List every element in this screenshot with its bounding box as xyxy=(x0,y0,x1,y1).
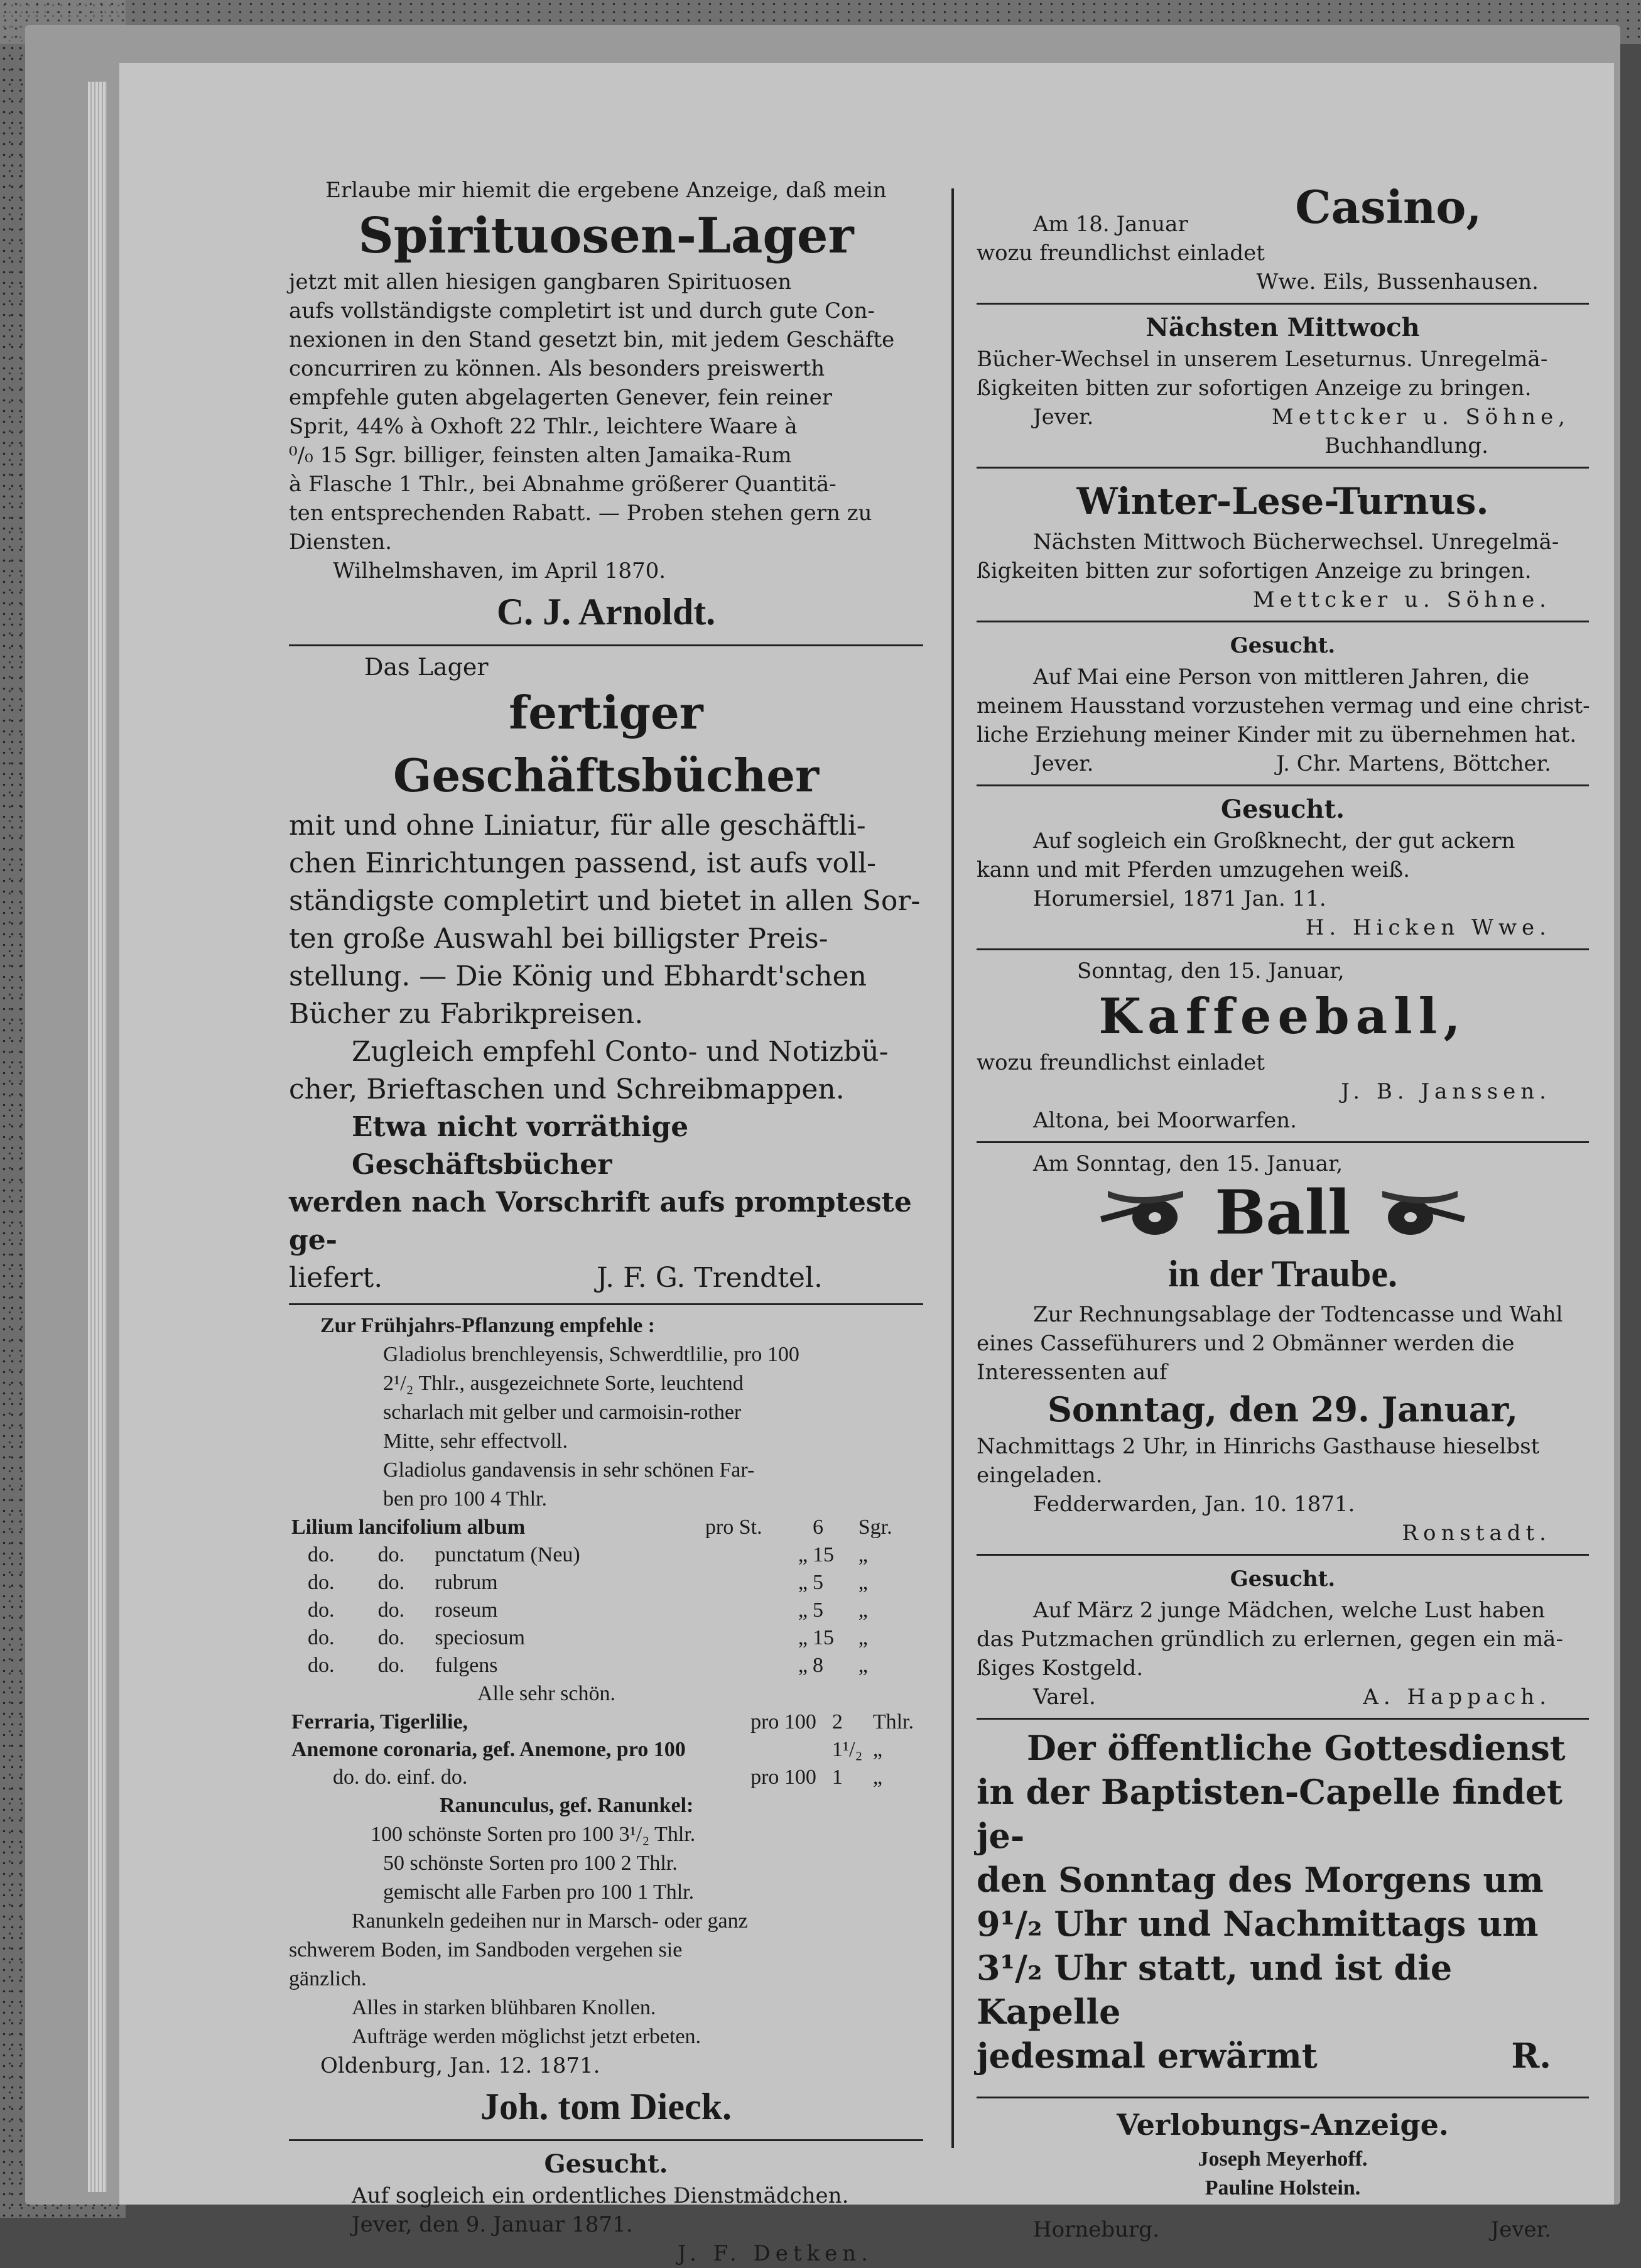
ad-line: Aufträge werden möglichst jetzt erbeten. xyxy=(352,2025,701,2048)
table-cell: „ xyxy=(858,1571,868,1594)
rule xyxy=(977,303,1589,305)
ad-line: ben pro 100 4 Thlr. xyxy=(383,1487,547,1511)
rule xyxy=(289,2139,923,2141)
table-cell: 6 xyxy=(812,1516,823,1539)
ad-place: Altona, bei Moorwarfen. xyxy=(1033,1108,1297,1133)
ad-line: Horumersiel, 1871 Jan. 11. xyxy=(1033,886,1326,911)
ad-winter-lese-turnus xyxy=(977,475,1589,614)
ad-line: das Putzmachen gründlich zu erlernen, gegen ein mä- xyxy=(977,1627,1563,1652)
ad-place: Jever. xyxy=(1490,2217,1551,2242)
ad-mettcker-1 xyxy=(977,311,1589,460)
table-cell: do. do. einf. do. xyxy=(333,1766,468,1789)
table-cell: do. xyxy=(308,1543,335,1566)
ad-title: Spirituosen-Lager xyxy=(358,207,854,264)
rule xyxy=(977,1554,1589,1556)
ad-footer xyxy=(977,403,1589,431)
ad-place: Horneburg. xyxy=(1033,2217,1159,2242)
ad-line: Gladiolus brenchleyensis, Schwerdtlilie, pro 100 xyxy=(383,1343,799,1366)
table-row xyxy=(289,1541,923,1569)
ad-title: Ball xyxy=(1215,1177,1351,1248)
ad-line: jetzt mit allen hiesigen gangbaren Spirituosen xyxy=(289,269,792,295)
table-cell: „ xyxy=(858,1543,868,1566)
table-cell: „ xyxy=(798,1598,808,1622)
ad-line: gänzlich. xyxy=(289,1967,367,1990)
ad-place: Jever. xyxy=(1033,404,1094,430)
table-cell: „ xyxy=(798,1543,808,1566)
table-cell: 5 xyxy=(812,1598,823,1622)
table-cell: do. xyxy=(308,1571,335,1594)
ad-line: Gladiolus gandavensis in sehr schönen Far- xyxy=(383,1458,755,1482)
ad-line: Interessenten auf xyxy=(977,1360,1167,1385)
table-cell: Thlr. xyxy=(872,1710,914,1734)
lilium-price-table xyxy=(289,1514,923,1679)
ad-signature: J. Chr. Martens, Böttcher. xyxy=(1276,751,1551,776)
table-cell: speciosum xyxy=(435,1626,525,1649)
table-cell: rubrum xyxy=(435,1571,498,1594)
table-cell: roseum xyxy=(435,1598,498,1622)
musical-instruments-icon xyxy=(1095,1178,1189,1247)
ad-line: ten entsprechenden Rabatt. — Proben stehen gern zu xyxy=(289,501,872,526)
rule xyxy=(977,1718,1589,1720)
rule xyxy=(977,2097,1589,2098)
ad-line: Bücher zu Fabrikpreisen. xyxy=(289,998,644,1030)
ad-name: Pauline Holstein. xyxy=(1205,2176,1361,2200)
table-cell: pro 100 xyxy=(750,1766,816,1789)
ad-title: Nächsten Mittwoch xyxy=(1145,313,1420,342)
ad-line: gemischt alle Farben pro 100 1 Thlr. xyxy=(383,1880,695,1904)
ad-header xyxy=(977,176,1589,239)
table-cell: „ xyxy=(872,1738,882,1761)
table-cell: Anemone coronaria, gef. Anemone, pro 100 xyxy=(291,1738,686,1761)
table-cell: „ xyxy=(798,1654,808,1677)
ad-line: Alle sehr schön. xyxy=(477,1682,616,1705)
ad-line: ⁰/₀ 15 Sgr. billiger, feinsten alten Jamaika-Rum xyxy=(289,443,792,468)
table-cell: 8 xyxy=(812,1654,823,1677)
ad-title: Gesucht. xyxy=(1220,795,1345,824)
ad-line: kann und mit Pferden umzugehen weiß. xyxy=(977,857,1411,882)
table-cell: „ xyxy=(858,1626,868,1649)
ad-line: nexionen in den Stand gesetzt bin, mit jedem Geschäfte xyxy=(289,327,895,352)
ad-title: Gesucht. xyxy=(1230,1566,1336,1592)
ad-name: Joseph Meyerhoff. xyxy=(1198,2147,1368,2171)
table-cell: do. xyxy=(377,1571,405,1594)
ad-footer xyxy=(977,2034,1589,2078)
ad-line: 9¹/₂ Uhr und Nachmittags um xyxy=(977,1904,1539,1944)
musical-instruments-icon xyxy=(1376,1178,1470,1247)
ad-signature: Mettcker u. Söhne. xyxy=(1252,587,1551,612)
ad-footer xyxy=(977,749,1589,778)
ad-line: Diensten. xyxy=(289,529,393,555)
left-column xyxy=(289,176,923,2268)
table-cell: „ xyxy=(798,1626,808,1649)
ad-signature: R. xyxy=(1511,2036,1551,2076)
ad-ball-traube xyxy=(977,1149,1589,1300)
ad-title: Casino, xyxy=(1295,180,1482,234)
ad-ronstadt xyxy=(977,1300,1589,1548)
ad-kaffeeball xyxy=(977,957,1589,1135)
rule xyxy=(977,621,1589,622)
table-cell: „ xyxy=(858,1654,868,1677)
table-cell: Lilium lancifolium album xyxy=(291,1516,526,1539)
ad-line: wozu freundlichst einladet xyxy=(977,1050,1265,1075)
table-cell: do. xyxy=(377,1654,405,1677)
ad-gottesdienst xyxy=(977,1726,1589,2078)
table-cell: Sgr. xyxy=(858,1516,892,1539)
table-cell: do. xyxy=(377,1626,405,1649)
ad-date: Sonntag, den 29. Januar, xyxy=(1047,1389,1519,1430)
ad-line: Auf sogleich ein ordentliches Dienstmädchen. xyxy=(352,2183,849,2208)
ad-line: ßigkeiten bitten zur sofortigen Anzeige zu bringen. xyxy=(977,376,1532,401)
ad-line: ßiges Kostgeld. xyxy=(977,1656,1144,1681)
ad-signature: J. B. Janssen. xyxy=(1341,1079,1551,1104)
ad-verlobung xyxy=(977,2105,1589,2244)
rule xyxy=(289,644,923,646)
ad-line: Ranunculus, gef. Ranunkel: xyxy=(440,1794,694,1817)
ad-line: 3¹/₂ Uhr statt, und ist die Kapelle xyxy=(977,1948,1453,2032)
ad-signature-2: Buchhandlung. xyxy=(1324,433,1488,458)
ad-signature: Mettcker u. Söhne, xyxy=(1271,404,1570,430)
ad-line: scharlach mit gelber und carmoisin-rother xyxy=(383,1401,742,1424)
ad-line: jedesmal erwärmt xyxy=(977,2036,1318,2076)
table-cell: pro 100 xyxy=(750,1710,816,1734)
ad-title: Verlobungs-Anzeige. xyxy=(1117,2108,1449,2142)
ad-line: Auf Mai eine Person von mittleren Jahren, die xyxy=(1033,665,1530,690)
ad-intro: Zur Frühjahrs-Pflanzung empfehle : xyxy=(320,1314,655,1337)
rule xyxy=(977,467,1589,469)
table-cell: do. xyxy=(377,1543,405,1566)
table-cell: 1¹/₂ xyxy=(831,1738,863,1761)
ad-line: Ranunkeln gedeihen nur in Marsch- oder ganz xyxy=(352,1909,748,1933)
ad-intro: Erlaube mir hiemit die ergebene Anzeige, daß mein xyxy=(325,178,887,203)
ad-happach xyxy=(977,1562,1589,1712)
ad-title: Gesucht. xyxy=(544,2149,668,2179)
ad-signature: J. F. Detken. xyxy=(678,2241,873,2266)
ad-signature: Wwe. Eils, Bussenhausen. xyxy=(1256,269,1539,295)
ad-footer xyxy=(977,1683,1589,1712)
ad-intro: Das Lager xyxy=(364,653,489,681)
table-cell: „ xyxy=(858,1598,868,1622)
table-cell: pro St. xyxy=(705,1516,762,1539)
ad-line: ständigste completirt und bietet in allen Sor- xyxy=(289,885,921,917)
ad-detken xyxy=(289,2147,923,2268)
ad-place: Fedderwarden, Jan. 10. 1871. xyxy=(1033,1492,1355,1517)
ad-signature: Ronstadt. xyxy=(1402,1521,1551,1546)
table-cell: do. xyxy=(308,1654,335,1677)
ad-signature: C. J. Arnoldt. xyxy=(496,591,716,632)
ad-line: mit und ohne Liniatur, für alle geschäftli- xyxy=(289,810,866,842)
ad-line: concurriren zu können. Als besonders preiswerth xyxy=(289,356,825,381)
table-row xyxy=(289,1764,923,1791)
table-row xyxy=(289,1624,923,1652)
ad-line: Etwa nicht vorräthige Geschäftsbücher xyxy=(352,1111,689,1181)
ad-line: liche Erziehung meiner Kinder mit zu übernehmen hat. xyxy=(977,722,1577,747)
table-cell: 5 xyxy=(812,1571,823,1594)
ad-line: Jever, den 9. Januar 1871. xyxy=(352,2212,633,2237)
ad-line: Der öffentliche Gottesdienst xyxy=(1027,1728,1566,1768)
table-row xyxy=(289,1736,923,1764)
ad-trendtel xyxy=(289,653,923,1297)
ad-place: Wilhelmshaven, im April 1870. xyxy=(333,558,666,583)
rule xyxy=(977,1141,1589,1143)
ad-line: aufs vollständigste completirt ist und durch gute Con- xyxy=(289,298,875,323)
ad-signature: Joh. tom Dieck. xyxy=(480,2086,732,2127)
ad-line: Nachmittags 2 Uhr, in Hinrichs Gasthause hieselbst xyxy=(977,1434,1540,1459)
ferraria-price-table xyxy=(289,1708,923,1791)
ad-line: wozu freundlichst einladet xyxy=(977,241,1265,266)
ad-signature: A. Happach. xyxy=(1363,1685,1551,1710)
ad-title-row xyxy=(977,1178,1589,1247)
ad-title: Winter-Lese-Turnus. xyxy=(1076,480,1489,523)
ad-line: Zugleich empfehl Conto- und Notizbü- xyxy=(352,1036,889,1068)
table-cell: 2 xyxy=(831,1710,843,1734)
ad-line: ßigkeiten bitten zur sofortigen Anzeige zu bringen. xyxy=(977,558,1532,583)
table-cell: 1 xyxy=(831,1766,843,1789)
ad-line: in der Baptisten-Capelle findet je- xyxy=(977,1772,1563,1856)
ad-line: à Flasche 1 Thlr., bei Abnahme größerer Quantitä- xyxy=(289,472,837,497)
ad-place: Oldenburg, Jan. 12. 1871. xyxy=(320,2053,600,2078)
rule xyxy=(289,1303,923,1305)
ad-casino xyxy=(977,176,1589,296)
ad-line: 50 schönste Sorten pro 100 2 Thlr. xyxy=(383,1852,678,1875)
ad-date: Am 18. Januar xyxy=(1033,212,1188,237)
ad-line: Nächsten Mittwoch Bücherwechsel. Unregelmä- xyxy=(1033,529,1559,555)
ad-line: eingeladen. xyxy=(977,1463,1103,1488)
rule xyxy=(977,784,1589,786)
rule xyxy=(977,948,1589,950)
ad-line: stellung. — Die König und Ebhardt'schen xyxy=(289,960,867,992)
column-divider xyxy=(951,188,954,2148)
table-cell xyxy=(748,1736,830,1764)
ad-signature: J. F. G. Trendtel. xyxy=(596,1262,823,1294)
table-cell: fulgens xyxy=(435,1654,498,1677)
ad-line: chen Einrichtungen passend, ist aufs voll- xyxy=(289,847,877,879)
table-row xyxy=(289,1597,923,1624)
table-row xyxy=(289,1569,923,1597)
ad-martens xyxy=(977,629,1589,778)
ad-title: Kaffeeball, xyxy=(1098,988,1467,1045)
ad-line: 2¹/₂ Thlr., ausgezeichnete Sorte, leuchtend xyxy=(383,1372,744,1395)
ad-line: Auf sogleich ein Großknecht, der gut ackern xyxy=(1033,828,1515,854)
table-cell: „ xyxy=(798,1571,808,1594)
ad-line: Sprit, 44% à Oxhoft 22 Thlr., leichtere Waare à xyxy=(289,414,798,439)
ad-footer xyxy=(977,2215,1589,2244)
ad-line: Auf März 2 junge Mädchen, welche Lust haben xyxy=(1033,1598,1546,1623)
table-cell: do. xyxy=(377,1598,405,1622)
ad-date: Am Sonntag, den 15. Januar, xyxy=(1033,1151,1343,1176)
ad-line: cher, Brieftaschen und Schreibmappen. xyxy=(289,1073,845,1105)
ad-arnoldt xyxy=(289,176,923,638)
ad-hicken xyxy=(977,793,1589,942)
table-row xyxy=(289,1708,923,1736)
page-stack xyxy=(88,82,107,2192)
ad-line: schwerem Boden, im Sandboden vergehen sie xyxy=(289,1938,683,1961)
table-cell: 15 xyxy=(812,1543,834,1566)
right-column xyxy=(977,176,1589,2244)
table-cell: do. xyxy=(308,1598,335,1622)
ad-place: Jever. xyxy=(1033,751,1094,776)
ad-place: Varel. xyxy=(1033,1685,1096,1710)
ad-line: Alles in starken blühbaren Knollen. xyxy=(352,1996,656,2019)
table-cell: „ xyxy=(872,1766,882,1789)
table-cell: punctatum (Neu) xyxy=(435,1543,580,1566)
ad-line: den Sonntag des Morgens um xyxy=(977,1860,1544,1900)
ad-subtitle: in der Traube. xyxy=(1167,1253,1398,1294)
table-cell: Ferraria, Tigerlilie, xyxy=(291,1710,468,1734)
ad-signature: H. Hicken Wwe. xyxy=(1305,915,1551,940)
ad-line: eines Cassefühurers und 2 Obmänner werden die xyxy=(977,1331,1515,1356)
ad-dieck xyxy=(289,1311,923,2133)
table-row xyxy=(289,1652,923,1679)
table-cell: 15 xyxy=(812,1626,834,1649)
ad-title: Gesucht. xyxy=(1230,633,1336,658)
ad-line: werden nach Vorschrift aufs prompteste ge- xyxy=(289,1186,912,1256)
ad-last-word: liefert. xyxy=(289,1262,383,1294)
table-row xyxy=(289,1514,923,1541)
ad-line: Zur Rechnungsablage der Todtencasse und Wahl xyxy=(1033,1302,1563,1327)
ad-line: Mitte, sehr effectvoll. xyxy=(383,1430,568,1453)
ad-title: fertiger Geschäftsbücher xyxy=(393,686,820,802)
ad-line: ten große Auswahl bei billigster Preis- xyxy=(289,923,828,955)
ad-footer xyxy=(289,1259,923,1297)
ad-line: empfehle guten abgelagerten Genever, fein reiner xyxy=(289,385,832,410)
ad-date: Sonntag, den 15. Januar, xyxy=(1077,958,1345,984)
table-cell: do. xyxy=(308,1626,335,1649)
ad-line: 100 schönste Sorten pro 100 3¹/₂ Thlr. xyxy=(371,1823,696,1846)
ad-line: meinem Hausstand vorzustehen vermag und eine christ- xyxy=(977,693,1590,719)
ad-line: Bücher-Wechsel in unserem Leseturnus. Unregelmä- xyxy=(977,347,1548,372)
